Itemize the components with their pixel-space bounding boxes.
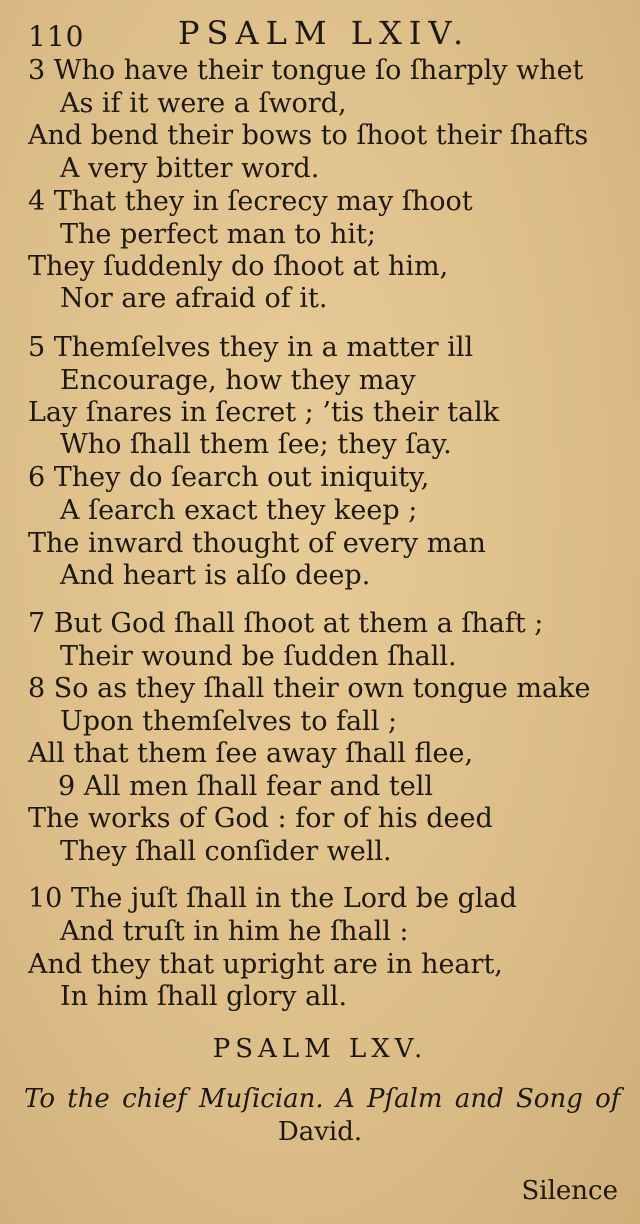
psalm-title: PSALM LXV. — [212, 1034, 428, 1064]
verse-line: They ſuddenly do ſhoot at him, — [28, 251, 449, 282]
verse-line: 10 The juſt ſhall in the Lord be glad — [28, 883, 517, 914]
psalm-superscription: To the chief Muſician. A Pſalm and Song of — [24, 1084, 621, 1114]
verse-line: A ſearch exact they keep ; — [60, 495, 418, 526]
verse-line: 5 Themſelves they in a matter ill — [28, 332, 474, 363]
verse-line: Upon themſelves to fall ; — [60, 706, 398, 737]
running-head: PSALM LXIV. — [178, 14, 471, 52]
verse-line: The inward thought of every man — [28, 528, 486, 559]
catchword: Silence — [521, 1176, 618, 1206]
page-header — [28, 10, 628, 53]
verse-line: And bend their bows to ſhoot their ſhafts — [28, 120, 589, 151]
verse-line: Who ſhall them ſee; they ſay. — [60, 429, 452, 460]
verse-line: As if it were a ſword, — [60, 88, 347, 119]
verse-line: Lay ſnares in ſecret ; ’tis their talk — [28, 397, 500, 428]
verse-line: 9 All men ſhall fear and tell — [58, 771, 434, 802]
verse-line: 3 Who have their tongue ſo ſharply whet — [28, 55, 584, 86]
verse-line: In him ſhall glory all. — [60, 981, 348, 1012]
psalm-superscription-continued: David. — [277, 1117, 363, 1147]
verse-line: And truſt in him he ſhall : — [60, 916, 409, 947]
verse-line: They ſhall conſider well. — [60, 836, 392, 867]
verse-line: 4 That they in ſecrecy may ſhoot — [28, 186, 473, 217]
page-number: 110 — [28, 20, 85, 53]
verse-line: 6 They do ſearch out iniquity, — [28, 462, 430, 493]
verse-line: The works of God : for of his deed — [28, 803, 493, 834]
verse-line: Nor are afraid of it. — [60, 283, 328, 314]
verse-line: Encourage, how they may — [60, 365, 416, 396]
verse-line: 7 But God ſhall ſhoot at them a ſhaft ; — [28, 608, 544, 639]
verse-line: A very bitter word. — [60, 153, 320, 184]
verse-line: The perfect man to hit; — [60, 219, 376, 250]
verse-line: Their wound be ſudden ſhall. — [60, 641, 457, 672]
verse-line: And they that upright are in heart, — [28, 949, 503, 980]
verse-line: All that them ſee away ſhall flee, — [28, 738, 474, 769]
verse-line: 8 So as they ſhall their own tongue make — [28, 673, 591, 704]
verse-line: And heart is alſo deep. — [60, 560, 371, 591]
